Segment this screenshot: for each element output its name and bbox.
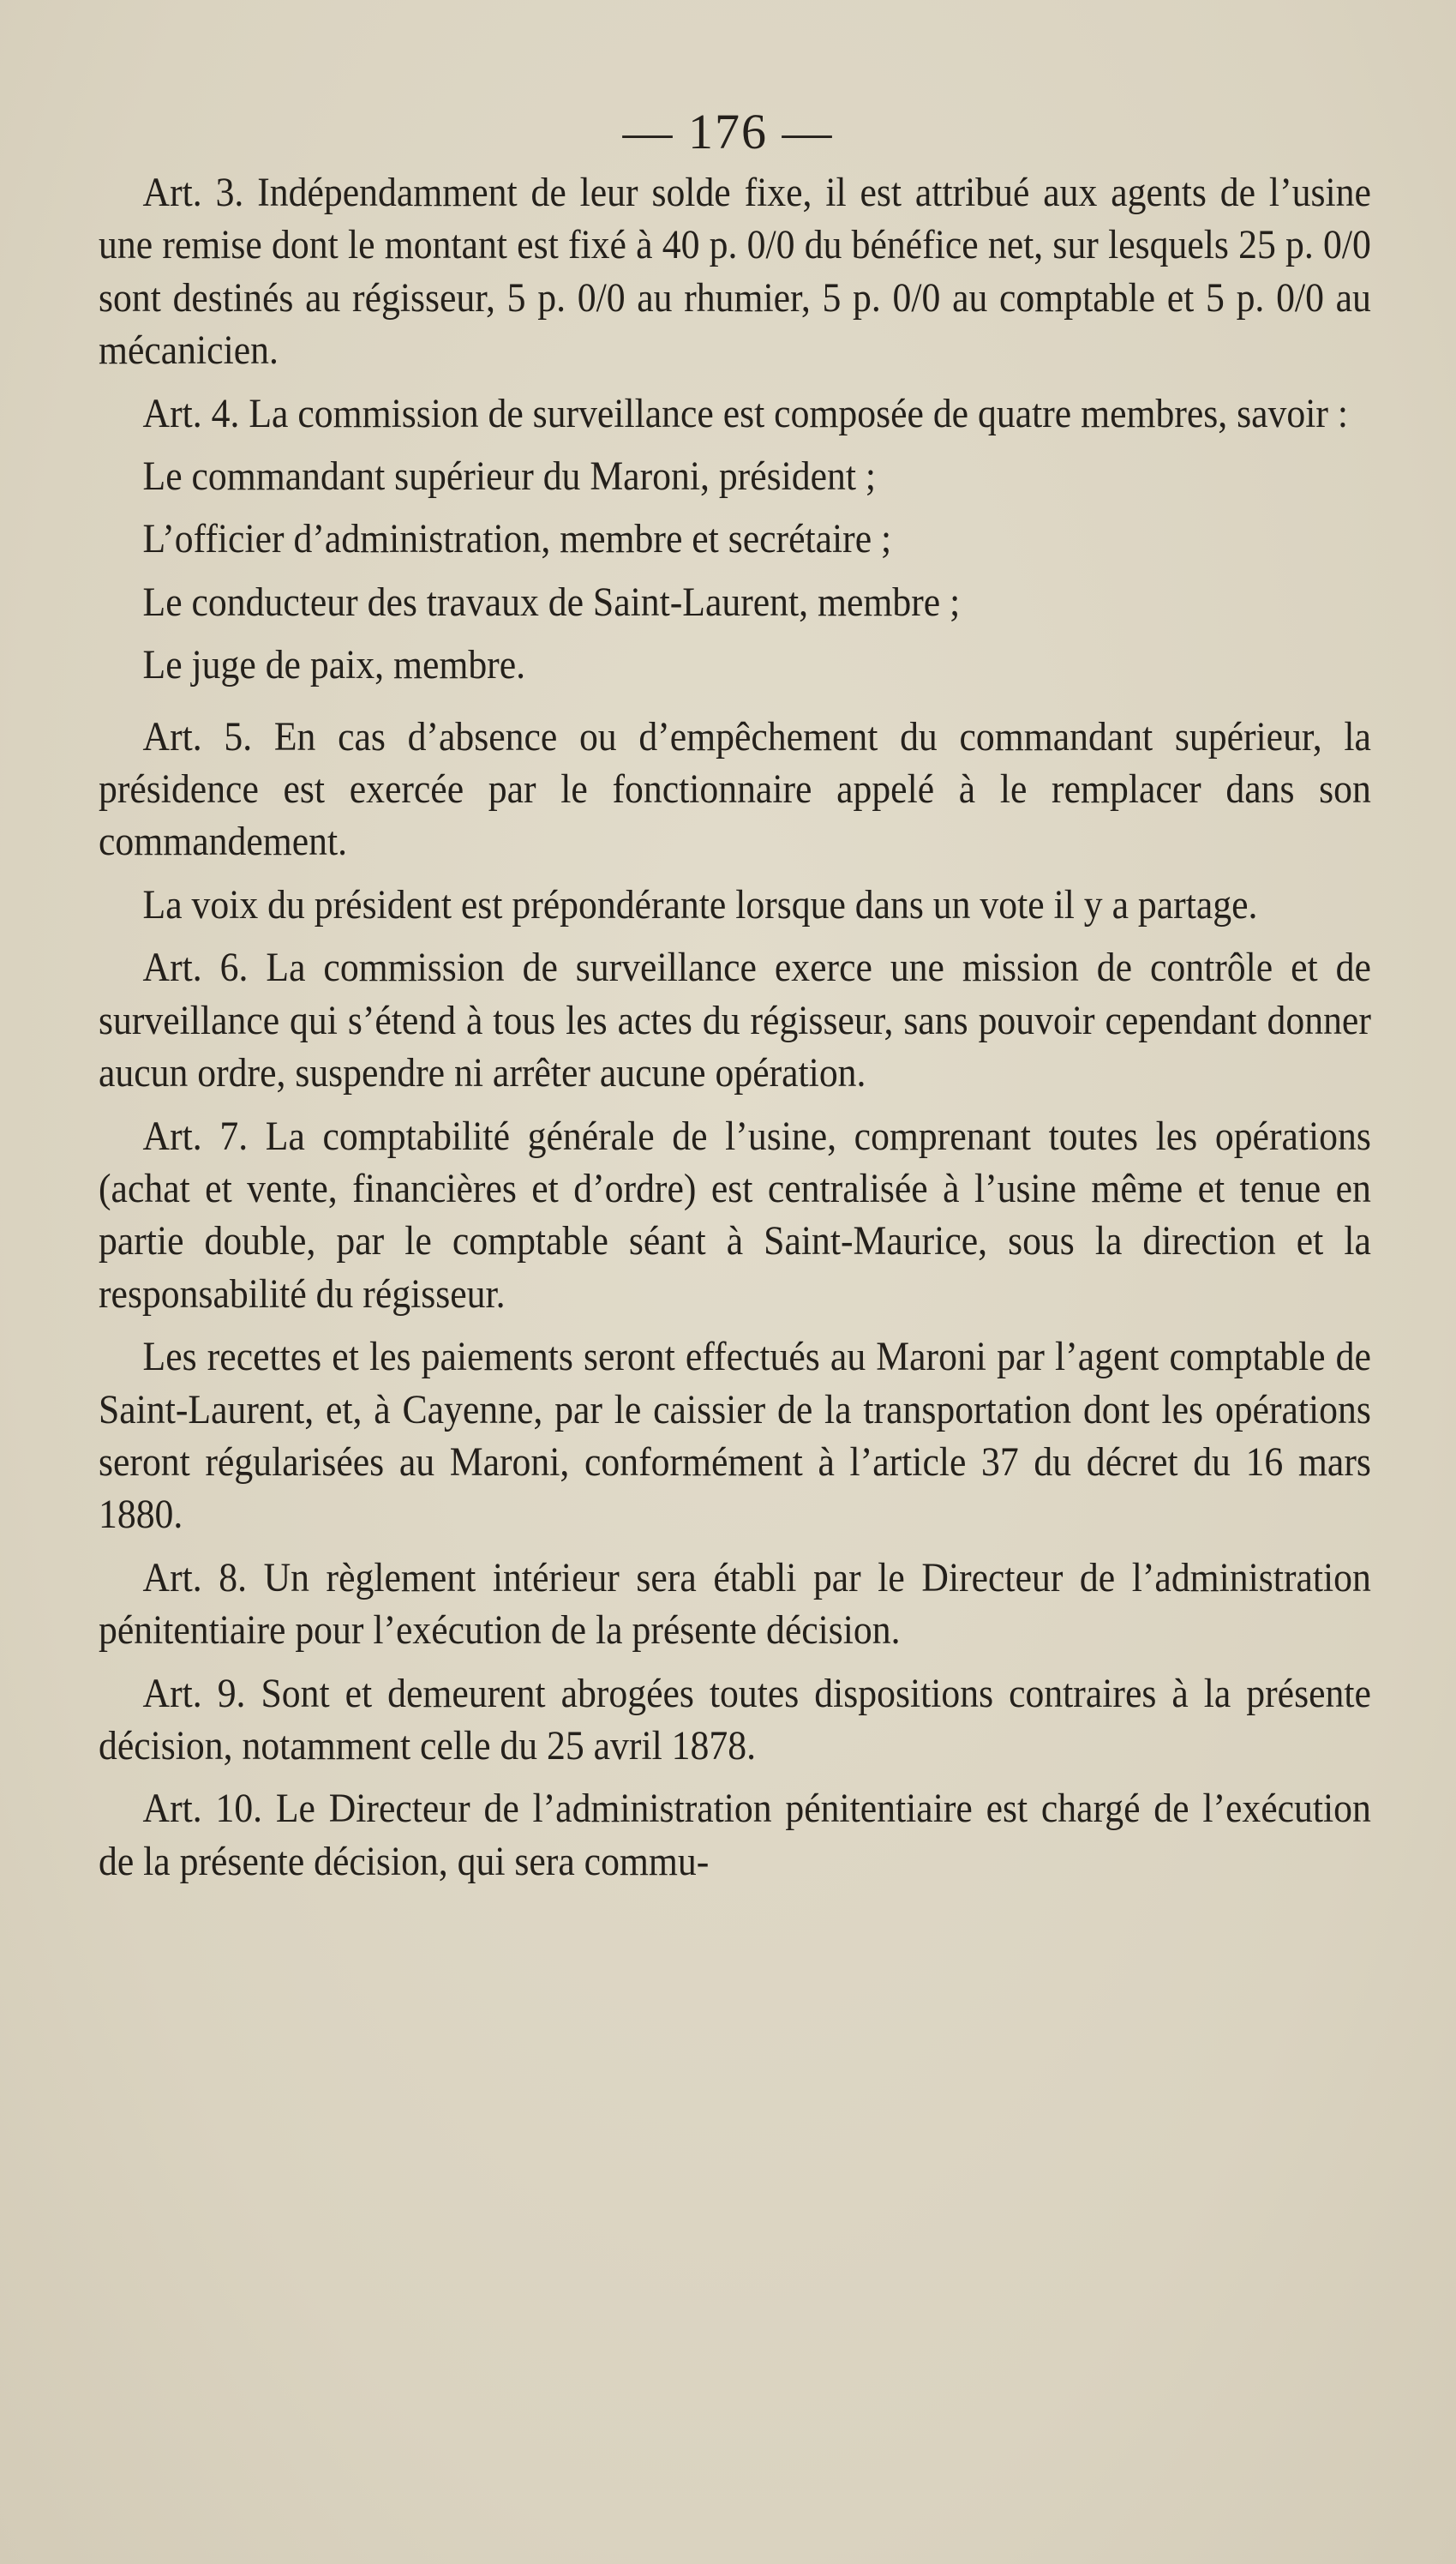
- member-list-item: Le conducteur des travaux de Saint-Laurent, membre ;: [142, 579, 961, 625]
- article-9-paragraph: Art. 9. Sont et demeurent abrogées toutes dispositions contraires à la présente décision, notamment celle du 25 avril 1878.: [99, 1671, 1371, 1768]
- page-number: — 176 —: [622, 104, 834, 159]
- article-7-paragraph: Art. 7. La comptabilité générale de l’usine, comprenant toutes les opérations (achat et vente, financières et d’ordre) est centralisée à l’usine même et tenue en partie double, par le comptable séant à Saint-Maurice, sous la direction et la responsabilité du régisseur.: [99, 1114, 1371, 1317]
- article-6-paragraph: Art. 6. La commission de surveillance exerce une mission de contrôle et de surveillance qui s’étend à tous les actes du régisseur, sans pouvoir cependant donner aucun ordre, suspendre ni arrêter aucune opération.: [99, 946, 1371, 1096]
- article-10-paragraph: Art. 10. Le Directeur de l’administration pénitentiaire est chargé de l’exécution de la présente décision, qui sera commu-: [99, 1786, 1371, 1884]
- article-3-paragraph: Art. 3. Indépendamment de leur solde fixe, il est attribué aux agents de l’usine une remise dont le montant est fixé à 40 p. 0/0 du bénéfice net, sur lesquels 25 p. 0/0 sont destinés au régisseur, 5 p. 0/0 au rhumier, 5 p. 0/0 au comptable et 5 p. 0/0 au mécanicien.: [99, 171, 1371, 374]
- article-4-paragraph: Art. 4. La commission de surveillance est composée de quatre membres, savoir :: [142, 391, 1349, 436]
- member-list-item: Le juge de paix, membre.: [142, 643, 526, 688]
- receipts-payments-paragraph: Les recettes et les paiements seront effectués au Maroni par l’agent comptable de Saint-Laurent, et, à Cayenne, par le caissier de la transportation dont les opérations seront régularisées au Maroni, conformément à l’article 37 du décret du 16 mars 1880.: [99, 1335, 1371, 1538]
- article-8-paragraph: Art. 8. Un règlement intérieur sera établi par le Directeur de l’administration pénitentiaire pour l’exécution de la présente décision.: [99, 1555, 1371, 1654]
- president-vote-paragraph: La voix du président est prépondérante lorsque dans un vote il y a partage.: [142, 882, 1258, 928]
- member-list-item: Le commandant supérieur du Maroni, président ;: [142, 454, 877, 500]
- text-body: [99, 167, 1371, 1888]
- article-5-paragraph: Art. 5. En cas d’absence ou d’empêchement du commandant supérieur, la présidence est exercée par le fonctionnaire appelé à le remplacer dans son commandement.: [99, 714, 1371, 865]
- member-list-item: L’officier d’administration, membre et secrétaire ;: [142, 517, 892, 562]
